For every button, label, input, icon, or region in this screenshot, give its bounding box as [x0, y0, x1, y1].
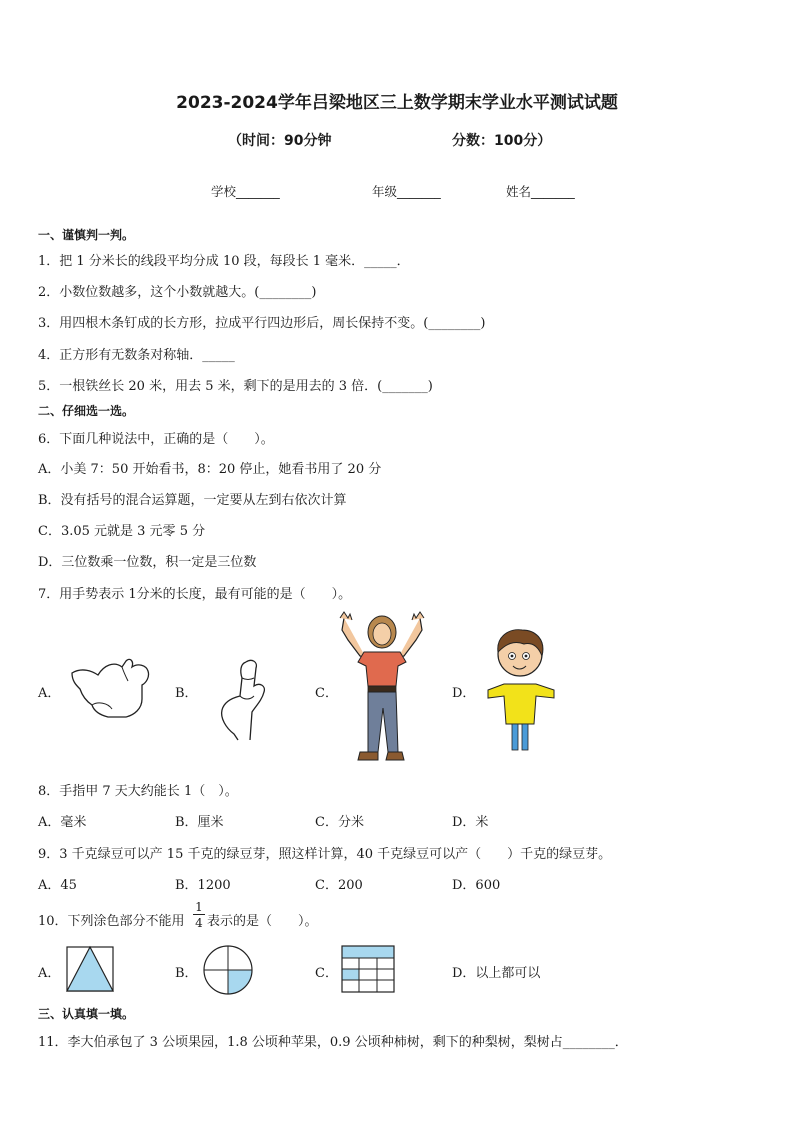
question-10-option-d[interactable]: D．以上都可以 [452, 966, 541, 981]
question-1: 1．把 1 分米长的线段平均分成 10 段，每段长 1 毫米．_____． [38, 254, 410, 269]
fraction-numerator: 1 [193, 901, 205, 915]
question-9-option-d[interactable]: D．600 [452, 878, 501, 893]
question-3: 3．用四根木条钉成的长方形，拉成平行四边形后，周长保持不变。(________) [38, 316, 486, 331]
question-8-option-a[interactable]: A．毫米 [38, 815, 87, 830]
page-title: 2023-2024学年吕梁地区三上数学期末学业水平测试试题 [176, 93, 618, 113]
question-6-option-d[interactable]: D．三位数乘一位数，积一定是三位数 [38, 555, 257, 570]
question-11: 11．李大伯承包了 3 公顷果园，1.8 公顷种苹果，0.9 公顷种柿树，剩下的种梨树，梨树占________． [38, 1035, 628, 1050]
hand-spread-icon [68, 655, 154, 721]
section-choice-heading: 二、仔细选一选。 [38, 404, 135, 418]
section-fill-heading: 三、认真填一填。 [38, 1007, 135, 1021]
section-judge-heading: 一、谨慎判一判。 [38, 228, 135, 242]
question-10-option-c[interactable]: C． [315, 966, 338, 981]
fraction-denominator: 4 [195, 916, 203, 930]
question-7-option-d[interactable]: D． [452, 686, 476, 701]
question-8-option-b[interactable]: B．厘米 [175, 815, 224, 830]
question-9-option-c[interactable]: C．200 [315, 878, 363, 893]
question-7: 7．用手势表示 1分米的长度，最有可能的是（ ）。 [38, 587, 352, 602]
name-field[interactable]: 姓名_______ [506, 184, 575, 199]
question-9-option-a[interactable]: A．45 [38, 878, 77, 893]
question-8-option-c[interactable]: C．分米 [315, 815, 364, 830]
school-field[interactable]: 学校_______ [211, 184, 280, 199]
question-6-option-c[interactable]: C．3.05 元就是 3 元零 5 分 [38, 524, 206, 539]
circle-quarters-figure [203, 945, 253, 995]
fraction-one-quarter [193, 901, 205, 929]
question-9-option-b[interactable]: B．1200 [175, 878, 231, 893]
question-6: 6．下面几种说法中，正确的是（ ）。 [38, 432, 274, 447]
question-8-option-d[interactable]: D．米 [452, 815, 489, 830]
question-10-text-before: 10．下列涂色部分不能用 [38, 914, 185, 929]
question-4: 4．正方形有无数条对称轴．_____ [38, 348, 235, 363]
hand-pinch-icon [210, 656, 274, 742]
square-triangle-figure [66, 946, 114, 992]
question-10-option-b[interactable]: B． [175, 966, 198, 981]
person-arms-raised-icon [336, 612, 428, 766]
grade-field[interactable]: 年级_______ [372, 184, 441, 199]
question-7-option-c[interactable]: C． [315, 686, 338, 701]
question-10 [38, 910, 185, 929]
rectangle-grid-figure [341, 945, 395, 993]
question-10-text-after: 表示的是（ ）。 [207, 914, 318, 929]
question-5: 5．一根铁丝长 20 米，用去 5 米，剩下的是用去的 3 倍．(_______) [38, 379, 433, 394]
question-2: 2．小数位数越多，这个小数就越大。(________) [38, 285, 317, 300]
question-10-option-a[interactable]: A． [38, 966, 61, 981]
exam-score: 分数：100分） [452, 133, 552, 149]
question-7-option-b[interactable]: B． [175, 686, 198, 701]
question-8: 8．手指甲 7 天大约能长 1（ ）。 [38, 784, 238, 799]
question-9: 9．3 千克绿豆可以产 15 千克的绿豆芽，照这样计算，40 千克绿豆可以产（ ）千克的绿豆芽。 [38, 847, 612, 862]
exam-time: （时间：90分钟 [228, 133, 332, 149]
question-6-option-a[interactable]: A．小美 7：50 开始看书，8：20 停止，她看书用了 20 分 [38, 462, 382, 477]
boy-arms-out-icon [484, 628, 560, 752]
question-6-option-b[interactable]: B．没有括号的混合运算题，一定要从左到右依次计算 [38, 493, 347, 508]
question-7-option-a[interactable]: A． [38, 686, 61, 701]
